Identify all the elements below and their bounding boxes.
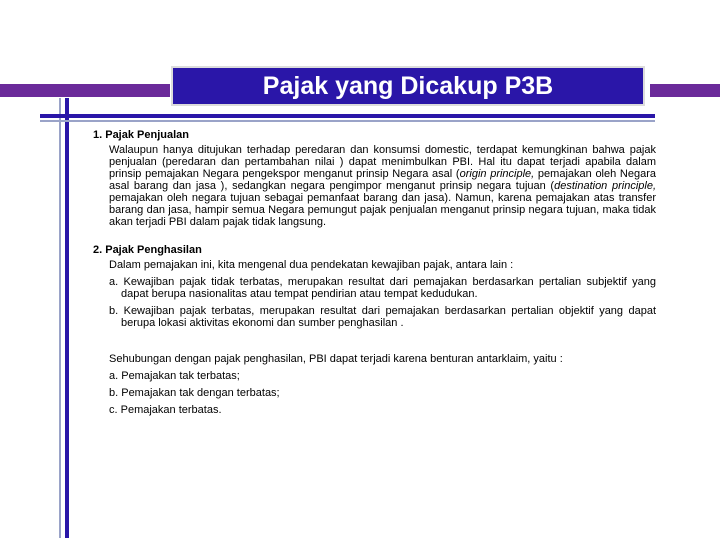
- content-body: [93, 129, 656, 416]
- list-item: a. Kewajiban pajak tidak terbatas, merupakan resultat dari pemajakan berdasarkan pertalian subjektif yang dapat berupa nasionalitas atau tempat pendirian atau tempat kedudukan.: [109, 276, 656, 300]
- left-accent-bar: [0, 84, 170, 97]
- title-banner: [171, 66, 645, 106]
- section-heading: 2. Pajak Penghasilan: [93, 244, 202, 256]
- right-accent-bar: [650, 84, 720, 97]
- list-item: c. Pemajakan terbatas.: [109, 404, 222, 416]
- horizontal-rule-light: [40, 120, 655, 122]
- section-intro: Dalam pemajakan ini, kita mengenal dua pendekatan kewajiban pajak, antara lain :: [109, 259, 514, 271]
- vertical-rule-light: [59, 98, 61, 538]
- horizontal-rule-dark: [40, 114, 655, 118]
- section-pajak-penghasilan: [93, 244, 656, 416]
- list-item: b. Kewajiban pajak terbatas, merupakan resultat dari pemajakan berdasarkan pertalian objektif yang dapat berupa lokasi aktivitas ekonomi dan sumber penghasilan .: [109, 305, 656, 329]
- list-item: b. Pemajakan tak dengan terbatas;: [109, 387, 280, 399]
- vertical-rule-dark: [65, 98, 69, 538]
- section-paragraph: Walaupun hanya ditujukan terhadap peredaran dan konsumsi domestic, terdapat kemungkinan bahwa pajak penjualan (peredaran dan pertambahan nilai ) dapat menimbulkan PBI. Hal itu dapat terjadi apabila dalam prinsip pemajakan Negara pengekspor menganut prinsip Negara asal (origin principle, pemajakan oleh Negara asal barang dan jasa ), sedangkan negara pengimpor menganut prinsip negara tujuan (destination principle, pemajakan oleh negara tujuan sebagai pemanfaat barang dan jasa). Namun, karena pemajakan atas transfer barang dan jasa, hampir semua Negara pemungut pajak penjualan menganut prinsip negara tujuan, maka tidak akan terjadi PBI dalam pajak tidak langsung.: [109, 144, 657, 228]
- section-pajak-penjualan: [93, 129, 656, 228]
- section-heading: 1. Pajak Penjualan: [93, 129, 189, 141]
- followup-text: Sehubungan dengan pajak penghasilan, PBI dapat terjadi karena benturan antarklaim, yaitu :: [109, 353, 563, 365]
- destination-principle-term: destination principle,: [554, 180, 656, 192]
- origin-principle-term: origin principle,: [459, 168, 535, 180]
- page-title: Pajak yang Dicakup P3B: [262, 71, 554, 100]
- list-item: a. Pemajakan tak terbatas;: [109, 370, 240, 382]
